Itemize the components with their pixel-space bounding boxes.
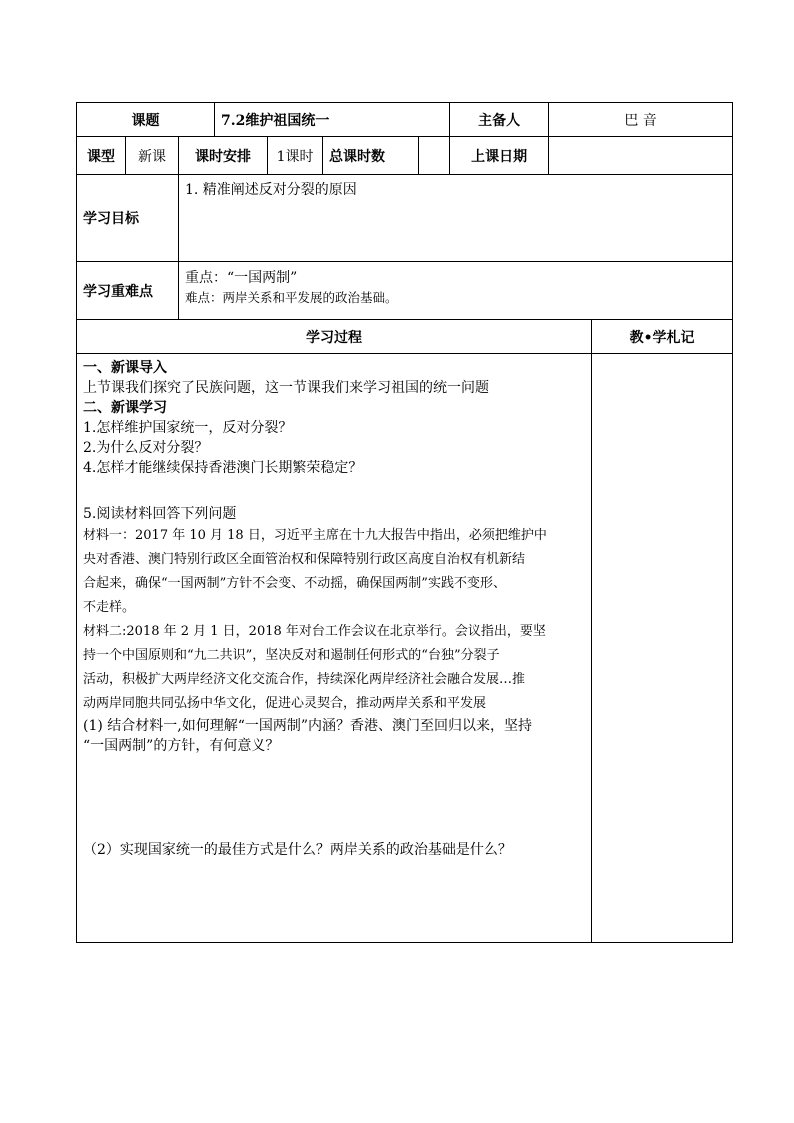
sub-question-line: “一国两制”的方针，有何意义？ bbox=[83, 738, 280, 754]
material-line: 合起来，确保“一国两制”方针不会变、不动摇，确保国两制”实践不变形、 bbox=[83, 576, 506, 591]
key-points-label: 学习重难点 bbox=[77, 262, 179, 320]
type-label: 课型 bbox=[77, 137, 126, 175]
material-line: 持一个中国原则和“九二共识”，坚决反对和遏制任何形式的“台独”分裂子 bbox=[83, 648, 500, 663]
topic-value: 7.2维护祖国统一 bbox=[215, 103, 450, 137]
header-row-1 bbox=[77, 103, 733, 137]
lesson-plan bbox=[76, 102, 732, 943]
key-points-cell bbox=[179, 262, 733, 320]
total-hours-value bbox=[419, 137, 450, 175]
key-points-row bbox=[77, 262, 733, 320]
material-line: 不走样。 bbox=[83, 600, 136, 615]
sub-question-2: （2）实现国家统一的最佳方式是什么？两岸关系的政治基础是什么？ bbox=[83, 842, 512, 858]
question-2: 2.为什么反对分裂？ bbox=[83, 440, 209, 456]
section2-title: 二、新课学习 bbox=[83, 400, 167, 416]
material-line: 央对香港、澳门特别行政区全面管治权和保障特别行政区高度自治权有机新结 bbox=[83, 552, 526, 567]
section1-title: 一、新课导入 bbox=[83, 360, 167, 376]
total-hours-label: 总课时数 bbox=[323, 137, 419, 175]
process-content-row bbox=[77, 354, 733, 943]
material-line: 动两岸同胞共同弘扬中华文化，促进心灵契合，推动两岸关系和平发展 bbox=[83, 696, 487, 711]
key-point-text: 重点：“一国两制” bbox=[185, 270, 298, 286]
hours-label: 课时安排 bbox=[179, 137, 268, 175]
sub-question-line: (1) 结合材料一,如何理解“一国两制”内涵？香港、澳门至回归以来，坚持 bbox=[83, 718, 533, 734]
preparer-label: 主备人 bbox=[450, 103, 549, 137]
question-1: 1.怎样维护国家统一，反对分裂？ bbox=[83, 420, 293, 436]
preparer-value: 巴 音 bbox=[549, 103, 733, 137]
date-value bbox=[549, 137, 733, 175]
notes-column[interactable] bbox=[592, 354, 733, 943]
material-line: 活动，积极扩大两岸经济文化交流合作，持续深化两岸经济社会融合发展…推 bbox=[83, 672, 526, 687]
objectives-text: 1. 精准阐述反对分裂的原因 bbox=[179, 175, 733, 262]
material-line: 材料二:2018 年 2 月 1 日，2018 年对台工作会议在北京举行。会议指出，要坚 bbox=[83, 624, 546, 639]
process-content bbox=[77, 354, 592, 943]
objectives-label: 学习目标 bbox=[77, 175, 179, 262]
material-1 bbox=[83, 524, 585, 620]
process-label: 学习过程 bbox=[77, 320, 592, 354]
question-5: 5.阅读材料回答下列问题 bbox=[83, 506, 237, 522]
type-value: 新课 bbox=[126, 137, 179, 175]
difficulty-text: 难点：两岸关系和平发展的政治基础。 bbox=[185, 290, 398, 305]
question-4: 4.怎样才能继续保持香港澳门长期繁荣稳定？ bbox=[83, 460, 363, 476]
lesson-plan-table bbox=[76, 102, 733, 943]
notes-label: 教•学札记 bbox=[592, 320, 733, 354]
date-label: 上课日期 bbox=[450, 137, 549, 175]
process-header-row bbox=[77, 320, 733, 354]
topic-label: 课题 bbox=[77, 103, 215, 137]
header-row-2 bbox=[77, 137, 733, 175]
objectives-row bbox=[77, 175, 733, 262]
sub-question-1 bbox=[83, 716, 585, 756]
section1-text: 上节课我们探究了民族问题，这一节课我们来学习祖国的统一问题 bbox=[83, 380, 489, 396]
material-line: 材料一：2017 年 10 月 18 日，习近平主席在十九大报告中指出，必须把维护中 bbox=[83, 528, 547, 543]
hours-value: 1课时 bbox=[268, 137, 323, 175]
material-2 bbox=[83, 620, 585, 716]
